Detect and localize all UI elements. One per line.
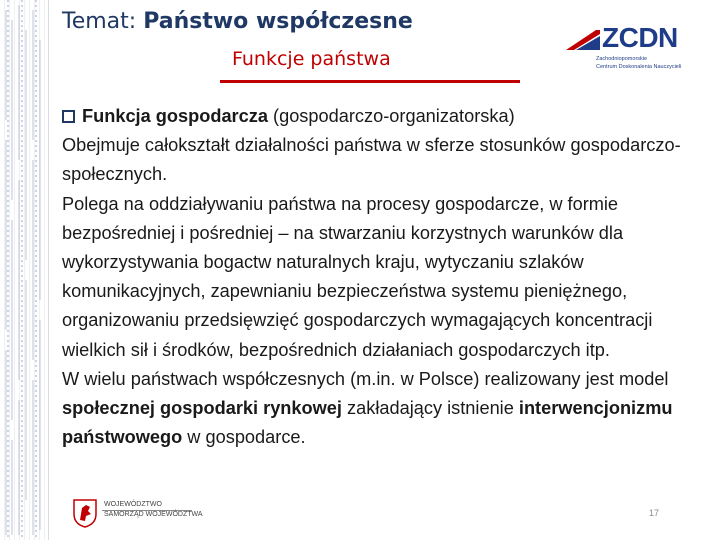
p3-part-c: zakładający istnienie [341, 398, 519, 419]
page-number: 17 [649, 508, 660, 518]
griffin-emblem-icon [72, 498, 98, 528]
p3-term-market: społecznej gospodarki rynkowej [62, 398, 342, 419]
logo-line-1: Zachodniopomorskie [596, 56, 648, 62]
logo-line-2: Centrum Doskonalenia Nauczycieli [596, 64, 682, 70]
heading-rest: (gospodarczo-organizatorska) [267, 106, 515, 126]
section-heading [62, 102, 710, 131]
logo-arrow-icon [566, 28, 600, 52]
page-subtitle: Funkcje państwa [232, 48, 391, 70]
page-title [62, 9, 413, 34]
paragraph-1: Obejmuje całokształt działalności państwa w sferze stosunków gospodarczo-społecznych. [62, 135, 681, 185]
checkbox-bullet-icon [62, 110, 75, 123]
footer-line-2: SAMORZĄD WOJEWÓDZTWA [104, 511, 203, 518]
logo-wordmark: ZCDN [602, 22, 678, 53]
paragraph-3 [62, 365, 710, 453]
slide-body [62, 102, 710, 452]
p3-part-e: w gospodarce. [182, 427, 306, 448]
p3-term-interventionism: interwencjonizmu państwowego [62, 398, 673, 448]
title-underline [220, 80, 520, 83]
strip-divider [48, 0, 49, 540]
title-prefix: Temat: [62, 9, 144, 34]
title-value: Państwo współczesne [143, 9, 413, 34]
decorative-handwriting-strip [0, 0, 48, 540]
heading-bold: Funkcja gospodarcza [82, 106, 268, 126]
paragraph-2: Polega na oddziaływaniu państwa na procesy gospodarcze, w formie bezpośredniej i pośredniej – na stwarzaniu korzystnych warunków dla wykorzystywania bogactw naturalnych kraju, wytyczaniu szlaków komunikacyjnych, zapewnianiu bezpieczeństwa systemu pieniężnego, organizowaniu przedsięwzięć gospodarczych wymagających koncentracji wielkich sił i środków, bezpośrednich działaniach gospodarczych itp. [62, 193, 653, 360]
footer-line-1: WOJEWÓDZTWO [104, 501, 162, 508]
handwriting-texture [0, 0, 48, 540]
zcdn-logo [566, 22, 692, 72]
p3-part-a: W wielu państwach współczesnych (m.in. w Polsce) realizowany jest model [62, 368, 669, 389]
